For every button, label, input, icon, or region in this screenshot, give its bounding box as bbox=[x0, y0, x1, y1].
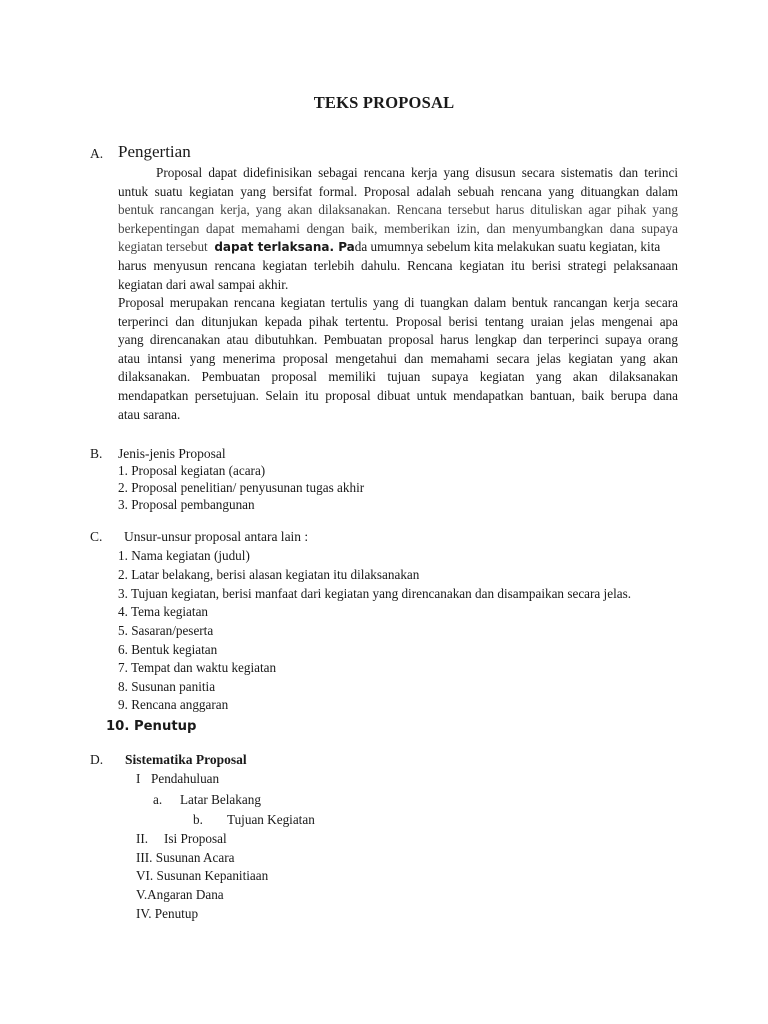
para2-line: yang direncanakan atau dibutuhkan. Pembuatan proposal harus lengkap dan terperinci supaya orang bbox=[118, 332, 678, 348]
list-item: 8. Susunan panitia bbox=[118, 679, 216, 694]
outline-item: V.Angaran Dana bbox=[136, 887, 224, 902]
outline-item: Latar Belakang bbox=[180, 792, 261, 807]
outline-item: III. Susunan Acara bbox=[136, 850, 235, 865]
list-item: 6. Bentuk kegiatan bbox=[118, 642, 218, 657]
outline-num: b. bbox=[193, 812, 203, 827]
outline-item: Isi Proposal bbox=[164, 831, 227, 846]
outline-num: II. bbox=[136, 831, 149, 846]
list-item: 10. Penutup bbox=[106, 719, 197, 734]
para1-line: kegiatan tersebut dapat terlaksana. Pada umumnya sebelum kita melakukan suatu kegiatan, kita bbox=[118, 239, 661, 255]
para1-line: harus menyusun rencana kegiatan terlebih dahulu. Rencana kegiatan itu berisi strategi pelaksanaan bbox=[118, 257, 678, 273]
section-a-paragraph-2 bbox=[118, 294, 678, 424]
list-item: 2. Proposal penelitian/ penyusunan tugas akhir bbox=[118, 480, 365, 495]
outline-num: I bbox=[136, 771, 141, 786]
outline-num: a. bbox=[153, 792, 163, 807]
list-item: 4. Tema kegiatan bbox=[118, 604, 209, 619]
list-item: 9. Rencana anggaran bbox=[118, 697, 229, 712]
list-item: 1. Nama kegiatan (judul) bbox=[118, 548, 250, 563]
list-item: 2. Latar belakang, berisi alasan kegiatan itu dilaksanakan bbox=[118, 567, 420, 582]
document-title: TEKS PROPOSAL bbox=[313, 93, 455, 112]
para2-line: atau intansi yang menerima proposal mengetahui dan memahami secara jelas kegiatan yang akan bbox=[118, 350, 678, 366]
para1-line: Proposal dapat didefinisikan sebagai rencana kerja yang disusun secara sistematis dan terinci bbox=[156, 165, 678, 180]
para1-line: untuk suatu kegiatan yang bersifat formal. Proposal adalah sebuah rencana yang dituangkan dalam bbox=[118, 183, 678, 199]
para1-line: berkepentingan dapat memahami dengan baik, memberikan izin, dan menyumbangkan dana supaya bbox=[118, 220, 678, 236]
outline-item: Tujuan Kegiatan bbox=[227, 812, 315, 827]
list-item: 5. Sasaran/peserta bbox=[118, 623, 214, 638]
list-item: 3. Proposal pembangunan bbox=[118, 497, 255, 512]
section-a-letter: A. bbox=[90, 146, 104, 161]
section-b-letter: B. bbox=[90, 446, 103, 461]
para2-line: Proposal merupakan rencana kegiatan tertulis yang di tuangkan dalam bentuk rancangan kerja secara bbox=[118, 295, 678, 310]
section-d-letter: D. bbox=[90, 752, 104, 767]
section-a-heading: Pengertian bbox=[118, 142, 191, 161]
section-a-paragraph-1 bbox=[118, 164, 678, 294]
para1-line: bentuk rancangan kerja, yang akan dilaksanakan. Rencana tersebut harus dituliskan agar pihak yang bbox=[118, 202, 678, 218]
outline-item: IV. Penutup bbox=[136, 906, 199, 921]
para2-line: mendapatkan persetujuan. Selain itu proposal dibuat untuk mendapatkan bantuan, baik berupa dana bbox=[118, 387, 678, 403]
section-c-letter: C. bbox=[90, 529, 103, 544]
para2-line: atau sarana. bbox=[118, 406, 181, 422]
section-c-heading: Unsur-unsur proposal antara lain : bbox=[124, 529, 309, 544]
para1-line: kegiatan dari awal sampai akhir. bbox=[118, 276, 289, 292]
list-item: 3. Tujuan kegiatan, berisi manfaat dari kegiatan yang direncanakan dan disampaikan secara jelas. bbox=[118, 586, 632, 601]
list-item: 7. Tempat dan waktu kegiatan bbox=[118, 660, 277, 675]
para2-line: terperinci dan ditunjukan kepada pihak tertentu. Proposal berisi tentang uraian jelas mengenai apa bbox=[118, 313, 678, 329]
list-item: 1. Proposal kegiatan (acara) bbox=[118, 463, 266, 478]
outline-item: VI. Susunan Kepanitiaan bbox=[136, 868, 269, 883]
para2-line: dilaksanakan. Pembuatan proposal memiliki tujuan supaya kegiatan yang akan dilaksanakan bbox=[118, 369, 678, 385]
outline-item: Pendahuluan bbox=[151, 771, 220, 786]
section-b-heading: Jenis-jenis Proposal bbox=[118, 446, 226, 461]
section-d-heading: Sistematika Proposal bbox=[125, 752, 247, 767]
